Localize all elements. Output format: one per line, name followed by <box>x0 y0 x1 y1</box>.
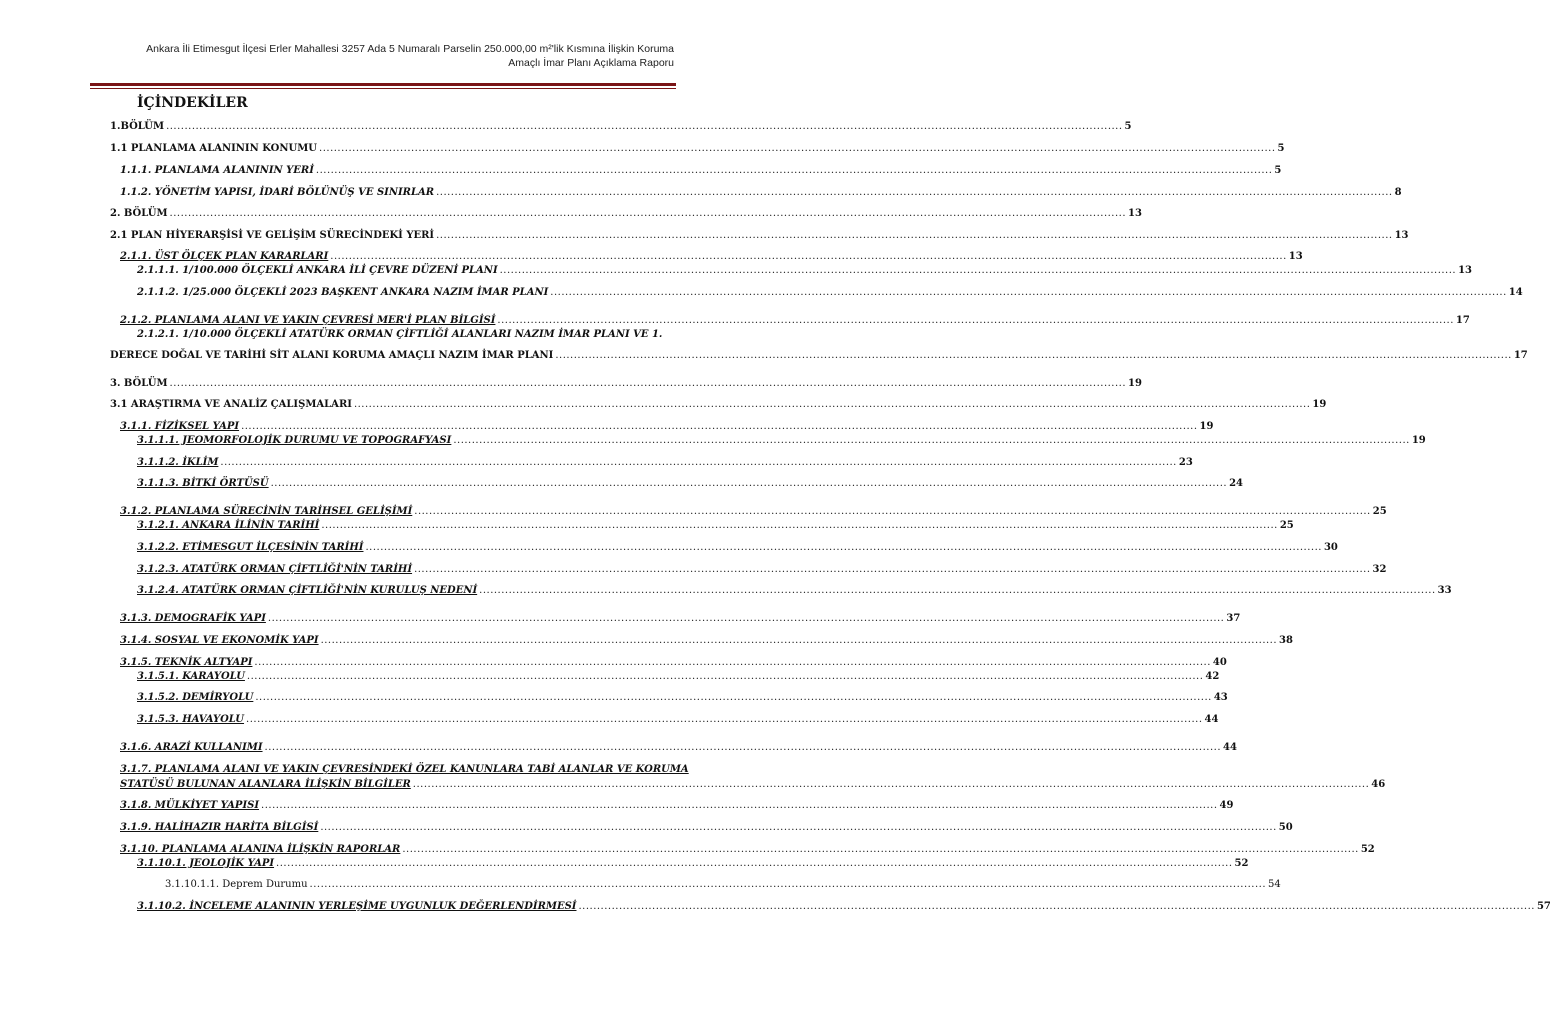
toc-entry[interactable] <box>120 187 1402 203</box>
toc-entry-page: 5 <box>1277 143 1285 154</box>
toc-entry-page: 25 <box>1279 520 1294 531</box>
toc-entry-page: 52 <box>1234 858 1249 869</box>
toc-entry-label: 3.1.5.3. HAVAYOLU <box>137 714 245 725</box>
toc-entry-page: 54 <box>1268 879 1281 890</box>
toc-entry-page: 19 <box>1199 421 1214 432</box>
toc-entry[interactable] <box>165 879 1281 895</box>
toc-entry-page: 13 <box>1394 230 1409 241</box>
toc-entry-page: 14 <box>1508 287 1523 298</box>
toc-entry[interactable] <box>137 520 1294 536</box>
toc-entry[interactable] <box>120 635 1293 651</box>
toc-entry[interactable] <box>120 800 1234 816</box>
header-line-1: Ankara İli Etimesgut İlçesi Erler Mahallesi 3257 Ada 5 Numaralı Parselin 250.000,00 m²'lik Kısmına İlişkin Koruma <box>146 43 674 55</box>
toc-dot-leader: .................................................................................................................................................................................................................................................................... <box>578 901 1535 912</box>
toc-dot-leader: .................................................................................................................................................................................................................................................................... <box>241 421 1198 432</box>
toc-entry-label-line-1 <box>137 329 662 345</box>
header-line-2: Amaçlı İmar Planı Açıklama Raporu <box>508 57 674 69</box>
toc-entry-page: 13 <box>1288 251 1303 262</box>
toc-entry-page: 44 <box>1204 714 1219 725</box>
toc-entry-page: 37 <box>1226 613 1241 624</box>
toc-entry[interactable] <box>137 478 1244 494</box>
toc-entry[interactable] <box>120 779 1386 795</box>
toc-entry-page: 42 <box>1205 671 1220 682</box>
toc-dot-leader: .................................................................................................................................................................................................................................................................... <box>255 692 1212 703</box>
toc-entry-label: 3.1.10.1. JEOLOJİK YAPI <box>137 858 275 869</box>
toc-dot-leader: .................................................................................................................................................................................................................................................................... <box>321 520 1278 531</box>
toc-dot-leader: .................................................................................................................................................................................................................................................................... <box>169 378 1127 389</box>
toc-entry[interactable] <box>120 165 1282 181</box>
toc-entry-label: 2.1.2. PLANLAMA ALANI VE YAKIN ÇEVRESİ MER'İ PLAN BİLGİSİ <box>120 315 496 326</box>
page-header <box>40 42 674 70</box>
toc-entry-label: 1.1.1. PLANLAMA ALANININ YERİ <box>120 165 314 176</box>
toc-entry-label: 3.1.2.3. ATATÜRK ORMAN ÇİFTLİĞİ'NİN TARİHİ <box>137 564 413 575</box>
toc-entry-label: 3.1.7. PLANLAMA ALANI VE YAKIN ÇEVRESİNDEKİ ÖZEL KANUNLARA TABİ ALANLAR VE KORUMA <box>120 764 689 775</box>
toc-entry-page: 17 <box>1455 315 1470 326</box>
toc-entry-label: 3.1.1.2. İKLİM <box>137 457 219 468</box>
toc-dot-leader: .................................................................................................................................................................................................................................................................... <box>320 635 1278 646</box>
toc-dot-leader: .................................................................................................................................................................................................................................................................... <box>319 143 1276 154</box>
toc-entry-label: 3.1.3. DEMOGRAFİK YAPI <box>120 613 266 624</box>
toc-entry-label: 3.1.2.4. ATATÜRK ORMAN ÇİFTLİĞİ'NİN KURULUŞ NEDENİ <box>137 585 478 596</box>
toc-dot-leader: .................................................................................................................................................................................................................................................................... <box>264 742 1221 753</box>
toc-entry-page: 24 <box>1229 478 1244 489</box>
toc-entry[interactable] <box>137 287 1523 303</box>
toc-dot-leader: .................................................................................................................................................................................................................................................................... <box>330 251 1287 262</box>
toc-dot-leader: .................................................................................................................................................................................................................................................................... <box>267 613 1225 624</box>
toc-entry-label: 3.1.8. MÜLKİYET YAPISI <box>120 800 260 811</box>
toc-dot-leader: .................................................................................................................................................................................................................................................................... <box>270 478 1228 489</box>
toc-dot-leader: .................................................................................................................................................................................................................................................................... <box>276 858 1233 869</box>
toc-entry-page: 13 <box>1128 208 1142 219</box>
toc-entry[interactable] <box>137 585 1452 601</box>
toc-dot-leader: .................................................................................................................................................................................................................................................................... <box>479 585 1436 596</box>
toc-entry-page: 19 <box>1312 399 1327 410</box>
toc-entry-label: 2.1.2.1. 1/10.000 ÖLÇEKLİ ATATÜRK ORMAN ÇİFTLİĞİ ALANLARI NAZIM İMAR PLANI VE 1. <box>137 329 663 340</box>
toc-entry-label: STATÜSÜ BULUNAN ALANLARA İLİŞKİN BİLGİLER <box>120 779 411 790</box>
toc-dot-leader: .................................................................................................................................................................................................................................................................... <box>309 879 1267 890</box>
header-rule-thick <box>90 83 676 86</box>
toc-entry[interactable] <box>137 671 1220 687</box>
toc-entry-label: 3.1 ARAŞTIRMA VE ANALİZ ÇALIŞMALARI <box>110 399 352 410</box>
toc-entry-label: 2.1.1.2. 1/25.000 ÖLÇEKLİ 2023 BAŞKENT ANKARA NAZIM İMAR PLANI <box>137 287 549 298</box>
toc-entry[interactable] <box>137 435 1426 451</box>
toc-entry-label: 3.1.4. SOSYAL VE EKONOMİK YAPI <box>120 635 319 646</box>
toc-entry[interactable] <box>137 457 1193 473</box>
toc-entry[interactable] <box>137 901 1551 917</box>
toc-dot-leader: .................................................................................................................................................................................................................................................................... <box>220 457 1177 468</box>
toc-dot-leader: .................................................................................................................................................................................................................................................................... <box>353 399 1311 410</box>
toc-dot-leader: .................................................................................................................................................................................................................................................................... <box>414 564 1371 575</box>
toc-entry-page: 5 <box>1274 165 1282 176</box>
toc-entry[interactable] <box>137 542 1338 558</box>
toc-dot-leader: .................................................................................................................................................................................................................................................................... <box>555 350 1512 361</box>
toc-dot-leader: .................................................................................................................................................................................................................................................................... <box>499 265 1457 276</box>
toc-entry-page: 23 <box>1178 457 1193 468</box>
toc-dot-leader: .................................................................................................................................................................................................................................................................... <box>166 121 1123 132</box>
toc-entry-label: DERECE DOĞAL VE TARİHİ SİT ALANI KORUMA AMAÇLI NAZIM İMAR PLANI <box>110 350 554 361</box>
toc-entry-page: 52 <box>1360 844 1375 855</box>
toc-entry-page: 49 <box>1219 800 1234 811</box>
toc-entry[interactable] <box>110 208 1142 224</box>
toc-dot-leader: .................................................................................................................................................................................................................................................................... <box>436 187 1393 198</box>
toc-entry-label: 3.1.2. PLANLAMA SÜRECİNİN TARİHSEL GELİŞİMİ <box>120 506 413 517</box>
toc-entry[interactable] <box>110 378 1142 394</box>
toc-dot-leader: .................................................................................................................................................................................................................................................................... <box>497 315 1454 326</box>
toc-dot-leader: .................................................................................................................................................................................................................................................................... <box>365 542 1322 553</box>
toc-entry-page: 13 <box>1458 265 1473 276</box>
toc-entry-page: 5 <box>1124 121 1132 132</box>
toc-entry-page: 32 <box>1372 564 1387 575</box>
toc-title: İÇİNDEKİLER <box>137 95 248 111</box>
toc-entry-label: 3.1.5.1. KARAYOLU <box>137 671 245 682</box>
toc-entry-label: 2.1.1. ÜST ÖLÇEK PLAN KARARLARI <box>120 251 329 262</box>
toc-entry[interactable] <box>137 714 1219 730</box>
toc-entry-label: 3.1.5. TEKNİK ALTYAPI <box>120 657 253 668</box>
toc-entry-page: 19 <box>1411 435 1426 446</box>
toc-entry-label: 2.1 PLAN HİYERARŞİSİ VE GELİŞİM SÜRECİNDEKİ YERİ <box>110 230 435 241</box>
toc-entry[interactable] <box>110 350 1528 366</box>
toc-entry-label: 3.1.10.1.1. Deprem Durumu <box>165 879 308 890</box>
toc-entry-label: 1.1.2. YÖNETİM YAPISI, İDARİ BÖLÜNÜŞ VE SINIRLAR <box>120 187 435 198</box>
toc-entry[interactable] <box>110 399 1327 415</box>
toc-entry-page: 43 <box>1213 692 1228 703</box>
toc-entry-page: 25 <box>1372 506 1387 517</box>
toc-entry-label: 3.1.10.2. İNCELEME ALANININ YERLEŞİME UYGUNLUK DEĞERLENDİRMESİ <box>137 901 577 912</box>
toc-entry-label-line-1 <box>120 764 689 780</box>
toc-entry[interactable] <box>137 265 1473 281</box>
toc-entry[interactable] <box>110 143 1285 159</box>
toc-dot-leader: .................................................................................................................................................................................................................................................................... <box>402 844 1359 855</box>
toc-entry[interactable] <box>137 692 1228 708</box>
toc-entry[interactable] <box>137 564 1387 580</box>
toc-entry-page: 46 <box>1371 779 1386 790</box>
toc-entry[interactable] <box>120 822 1293 838</box>
toc-dot-leader: .................................................................................................................................................................................................................................................................... <box>261 800 1218 811</box>
toc-entry-label: 3.1.1. FİZİKSEL YAPI <box>120 421 240 432</box>
toc-entry-label: 3.1.1.1. JEOMORFOLOJİK DURUMU VE TOPOGRAFYASI <box>137 435 452 446</box>
toc-dot-leader: .................................................................................................................................................................................................................................................................... <box>550 287 1507 298</box>
toc-entry-label: 3.1.10. PLANLAMA ALANINA İLİŞKİN RAPORLAR <box>120 844 401 855</box>
toc-entry-page: 38 <box>1279 635 1293 646</box>
toc-dot-leader: .................................................................................................................................................................................................................................................................... <box>169 208 1127 219</box>
toc-entry-label: 3.1.2.2. ETİMESGUT İLÇESİNİN TARİHİ <box>137 542 364 553</box>
toc-dot-leader: .................................................................................................................................................................................................................................................................... <box>246 671 1204 682</box>
toc-dot-leader: .................................................................................................................................................................................................................................................................... <box>436 230 1393 241</box>
toc-entry-label: 3.1.5.2. DEMİRYOLU <box>137 692 254 703</box>
header-rule-thin <box>90 88 676 89</box>
toc-entry[interactable] <box>137 858 1249 874</box>
toc-entry-page: 17 <box>1513 350 1528 361</box>
toc-entry-page: 44 <box>1223 742 1237 753</box>
toc-entry[interactable] <box>110 121 1132 137</box>
toc-entry[interactable] <box>110 230 1409 246</box>
toc-entry-page: 33 <box>1437 585 1452 596</box>
toc-dot-leader: .................................................................................................................................................................................................................................................................... <box>320 822 1277 833</box>
toc-entry-page: 8 <box>1394 187 1402 198</box>
toc-entry-page: 40 <box>1212 657 1227 668</box>
toc-dot-leader: .................................................................................................................................................................................................................................................................... <box>254 657 1211 668</box>
toc-entry-label: 3.1.6. ARAZİ KULLANIMI <box>120 742 263 753</box>
toc-entry[interactable] <box>120 613 1241 629</box>
toc-entry-label: 2.1.1.1. 1/100.000 ÖLÇEKLİ ANKARA İLİ ÇEVRE DÜZENİ PLANI <box>137 265 498 276</box>
toc-dot-leader: .................................................................................................................................................................................................................................................................... <box>453 435 1410 446</box>
toc-entry-label: 3. BÖLÜM <box>110 378 168 389</box>
toc-entry-label: 1.BÖLÜM <box>110 121 165 132</box>
toc-entry-label: 3.1.9. HALİHAZIR HARİTA BİLGİSİ <box>120 822 319 833</box>
toc-entry-label: 2. BÖLÜM <box>110 208 168 219</box>
toc-entry-label: 1.1 PLANLAMA ALANININ KONUMU <box>110 143 318 154</box>
toc-entry-page: 30 <box>1323 542 1338 553</box>
toc-entry-page: 57 <box>1536 901 1551 912</box>
toc-entry[interactable] <box>120 742 1237 758</box>
toc-entry-label: 3.1.1.3. BİTKİ ÖRTÜSÜ <box>137 478 269 489</box>
toc-entry-label: 3.1.2.1. ANKARA İLİNİN TARİHİ <box>137 520 320 531</box>
toc-dot-leader: .................................................................................................................................................................................................................................................................... <box>246 714 1203 725</box>
toc-dot-leader: .................................................................................................................................................................................................................................................................... <box>412 779 1370 790</box>
toc-dot-leader: .................................................................................................................................................................................................................................................................... <box>414 506 1371 517</box>
toc-dot-leader: .................................................................................................................................................................................................................................................................... <box>315 165 1273 176</box>
toc-entry-page: 19 <box>1128 378 1142 389</box>
toc-entry-page: 50 <box>1278 822 1293 833</box>
